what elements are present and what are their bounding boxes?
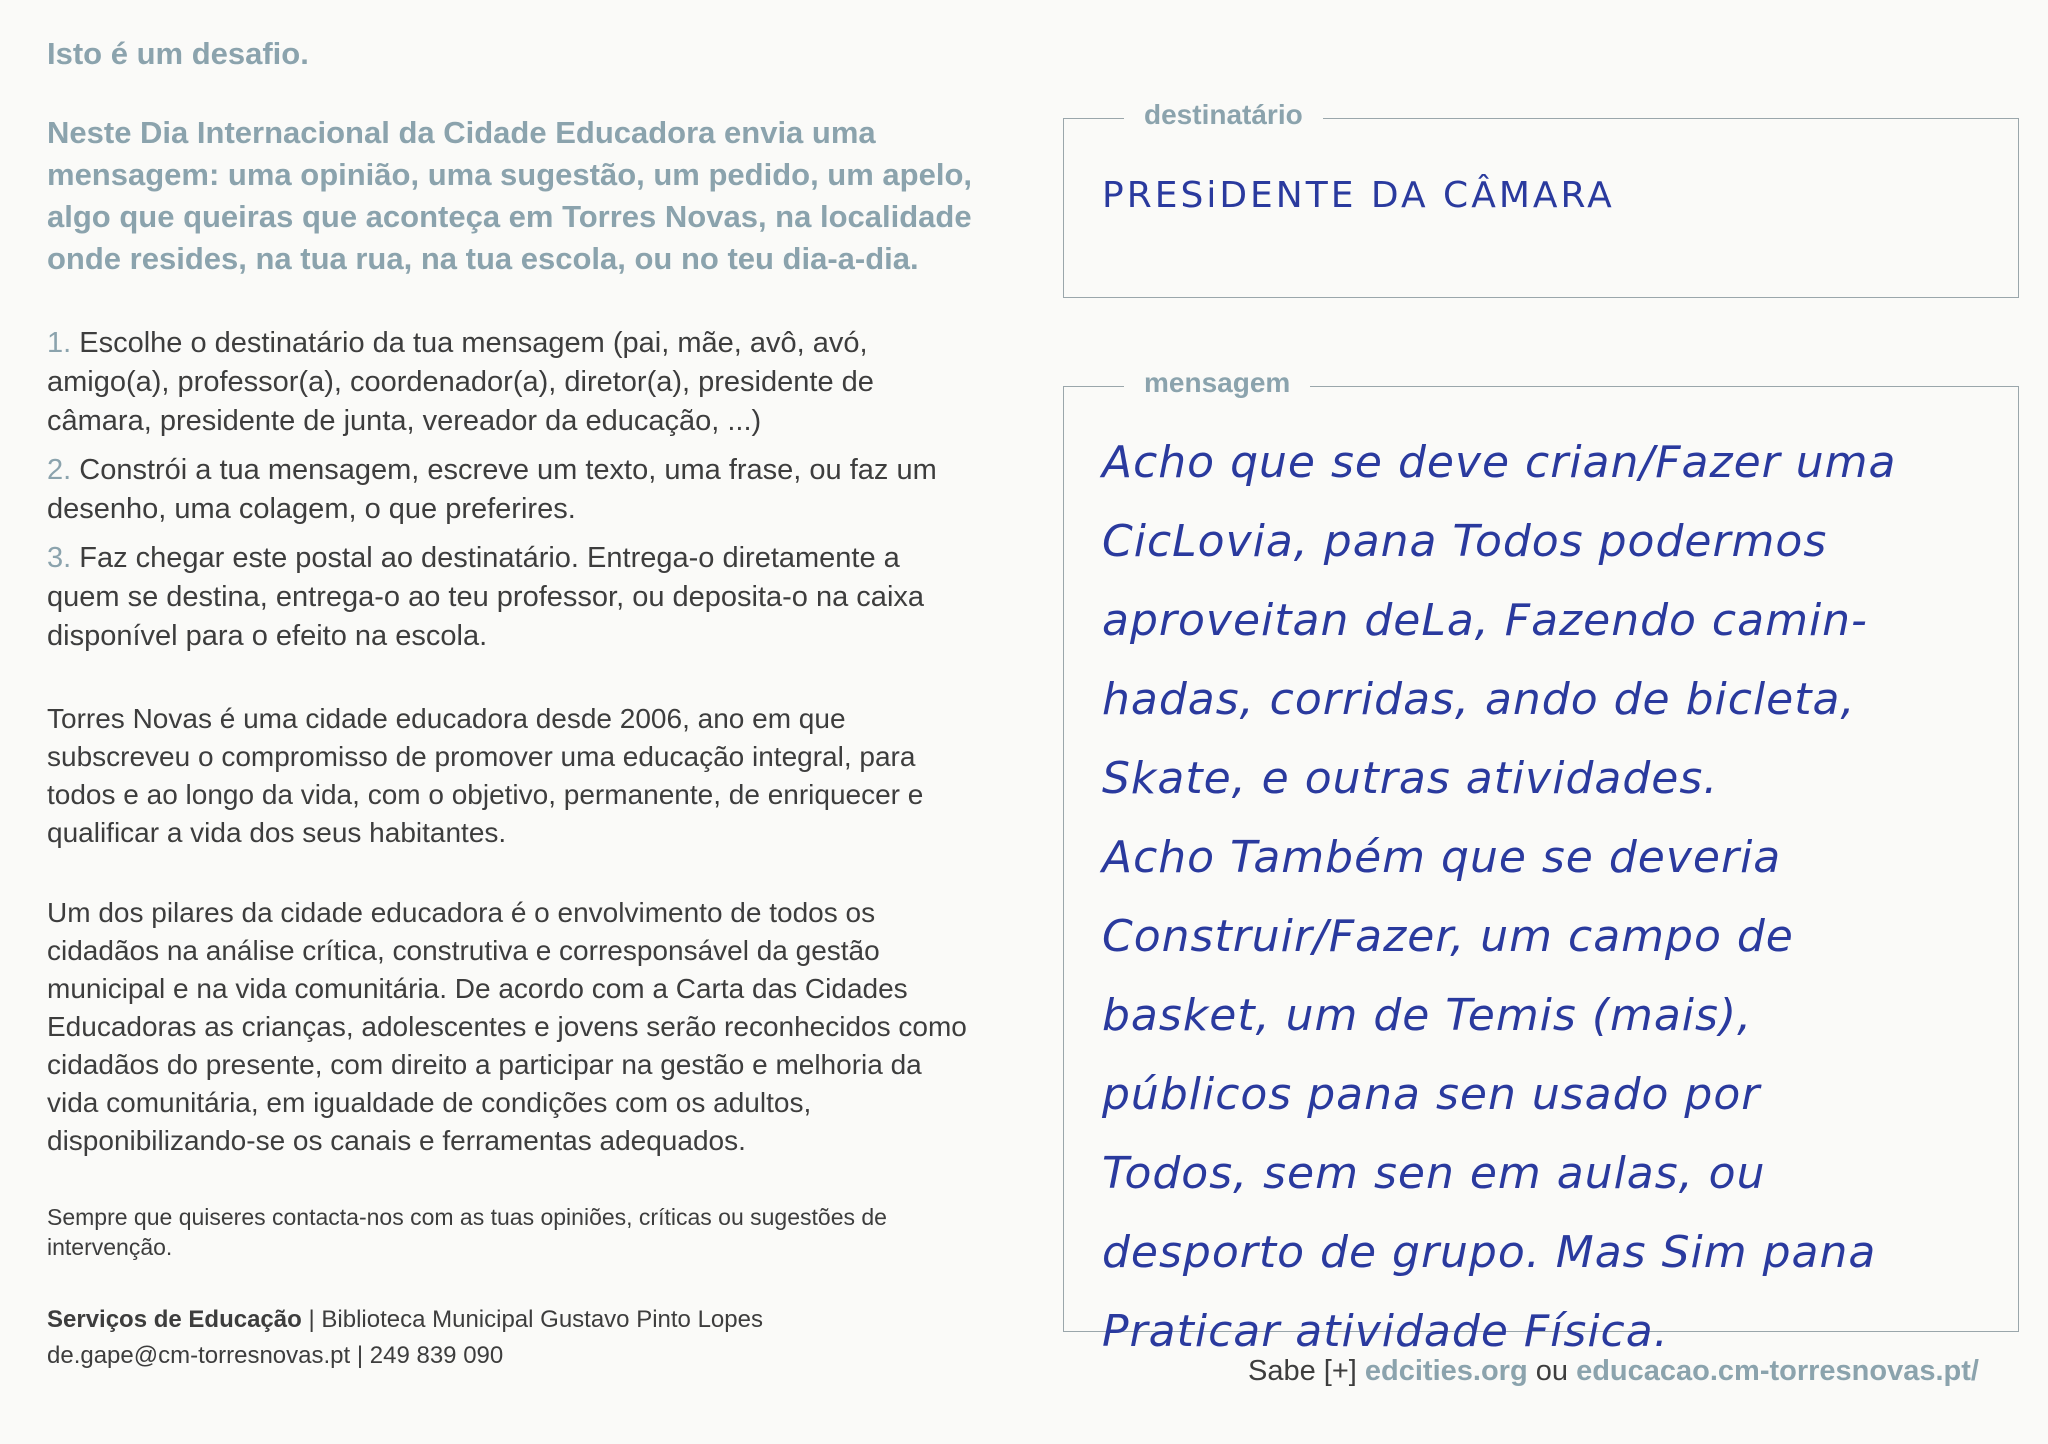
more-middle: ou [1527,1355,1577,1387]
footer-separator: | [350,1342,370,1369]
contact-note: Sempre que quiseres contacta-nos com as tuas opiniões, críticas ou sugestões de intervenção. [47,1204,887,1260]
recipient-value: PRESiDENTE DA CÂMARA [1102,175,1615,216]
footer-phone: 249 839 090 [369,1342,504,1369]
more-prefix: Sabe [+] [1248,1355,1365,1387]
steps-list [47,324,977,656]
municipality-link[interactable]: educacao.cm-torresnovas.pt/ [1576,1355,1979,1387]
recipient-box [1063,99,2019,298]
footer-org: Serviços de Educação [47,1306,302,1333]
message-line: Acho que se deve crian/Fazer uma [1102,437,1897,488]
step-number: 3. [47,542,72,574]
footer-library: Biblioteca Municipal Gustavo Pinto Lopes [321,1306,763,1333]
message-line: CicLovia, pana Todos podermos [1102,516,1828,567]
edcities-link[interactable]: edcities.org [1364,1355,1528,1387]
message-line: Skate, e outras atividades. [1102,753,1719,804]
step-number: 2. [47,454,72,486]
recipient-label: destinatário [1124,99,1323,131]
message-line: públicos pana sen usado por [1102,1069,1761,1120]
footer-separator: | [301,1306,322,1333]
message-line: Construir/Fazer, um campo de [1102,911,1794,962]
message-line: Praticar atividade Física. [1102,1306,1669,1357]
step-1 [47,324,977,441]
footer-contacts [47,1302,977,1374]
message-box [1063,367,2019,1357]
message-line: Todos, sem sen em aulas, ou [1102,1148,1766,1199]
message-label: mensagem [1124,367,1310,399]
message-line: desporto de grupo. Mas Sim pana [1102,1227,1877,1278]
message-line: hadas, corridas, ando de bicleta, [1102,674,1856,725]
step-text: Constrói a tua mensagem, escreve um texto, uma frase, ou faz um desenho, uma colagem, o que preferires. [47,454,937,525]
footer-line-1 [47,1302,977,1338]
instructions-column [47,36,977,1374]
paragraph-pillars: Um dos pilares da cidade educadora é o envolvimento de todos os cidadãos na análise crítica, construtiva e corresponsável da gestão municipal e na vida comunitária. De acordo com a Carta das Cidades Educadoras as crianças, adolescentes e jovens serão reconhecidos como cidadãos do presente, com direito a participar na gestão e melhoria da vida comunitária, em igualdade de condições com os adultos, disponibilizando-se os canais e ferramentas adequados. [47,897,967,1156]
message-line: aproveitan deLa, Fazendo camin- [1102,595,1868,646]
step-number: 1. [47,327,72,359]
step-text: Faz chegar este postal ao destinatário. Entrega-o diretamente a quem se destina, entrega-o ao teu professor, ou deposita-o na caixa disponível para o efeito na escola. [47,542,925,652]
step-text: Escolhe o destinatário da tua mensagem (pai, mãe, avô, avó, amigo(a), professor(a), coordenador(a), diretor(a), presidente de câmara, presidente de junta, vereador da educação, ...) [47,327,874,437]
challenge-title: Isto é um desafio. [47,36,309,71]
intro-text: Neste Dia Internacional da Cidade Educadora envia uma mensagem: uma opinião, uma sugestão, um pedido, um apelo, algo que queiras que aconteça em Torres Novas, na localidade onde resides, na tua rua, na tua escola, ou no teu dia-a-dia. [47,115,972,276]
step-2 [47,451,977,529]
message-text [1102,423,2002,1371]
message-line: Acho Também que se deveria [1102,832,1782,883]
step-3 [47,539,977,656]
footer-line-2 [47,1338,977,1374]
more-info [1248,1355,1979,1388]
paragraph-history: Torres Novas é uma cidade educadora desde 2006, ano em que subscreveu o compromisso de promover uma educação integral, para todos e ao longo da vida, com o objetivo, permanente, de enriquecer e qualificar a vida dos seus habitantes. [47,703,924,848]
footer-email: de.gape@cm-torresnovas.pt [47,1342,351,1369]
message-line: basket, um de Temis (mais), [1102,990,1753,1041]
